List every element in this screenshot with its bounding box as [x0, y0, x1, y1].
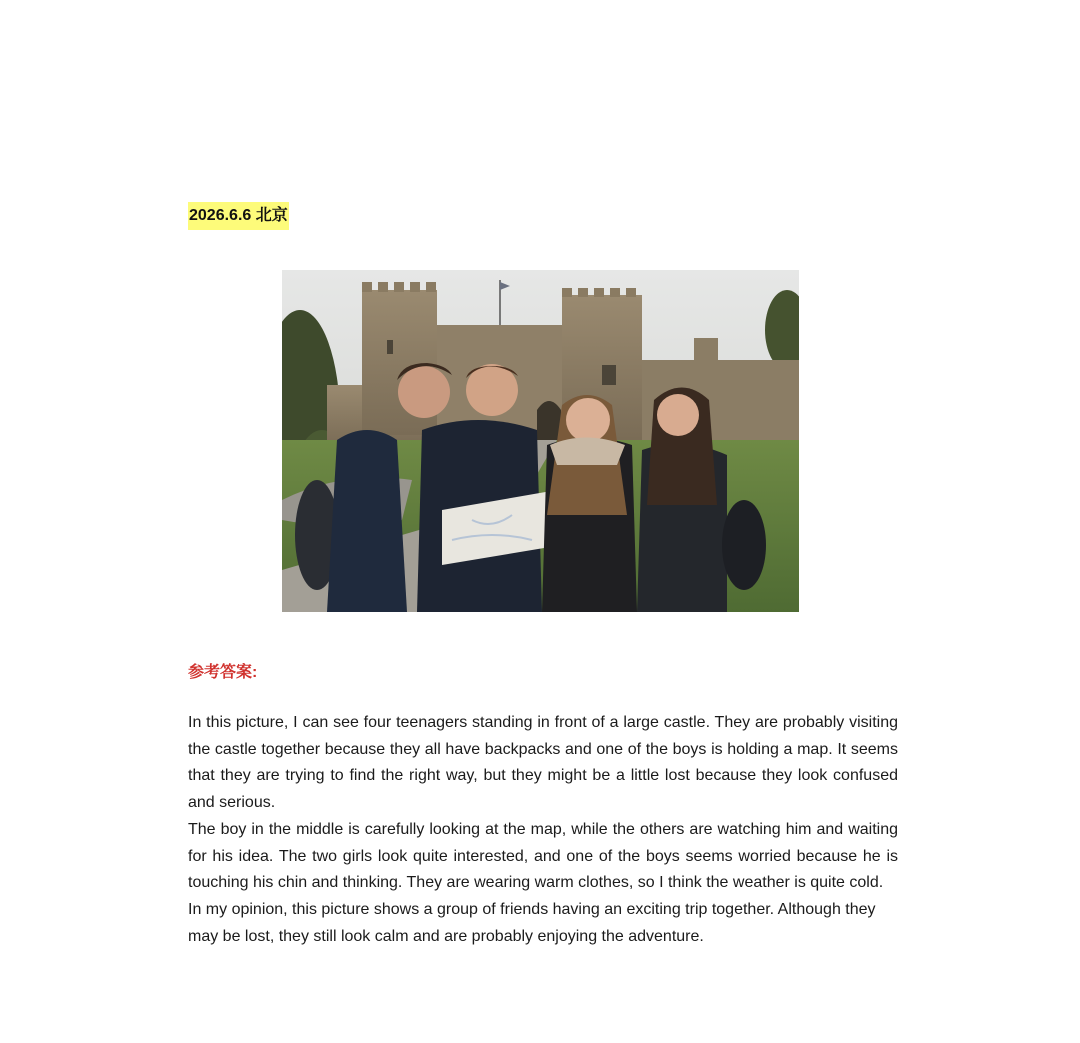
date-location-tag: 2026.6.6 北京 — [188, 202, 289, 230]
reference-answer-label: 参考答案: — [188, 664, 258, 681]
castle-teenagers-photo — [282, 270, 799, 612]
essay-paragraph-3: In my opinion, this picture shows a group of friends having an exciting trip together. Although they may be lost, they still look calm and are probably enjoying the adventure. — [188, 900, 876, 945]
essay-paragraph-1: In this picture, I can see four teenagers standing in front of a large castle. They are probably visiting the castle together because they all have backpacks and one of the boys is holding a map. It seems that they are trying to find the right way, but they might be a little lost because they look confused and serious. — [188, 714, 898, 812]
essay-paragraph-2: The boy in the middle is carefully looking at the map, while the others are watching him and waiting for his idea. The two girls look quite interested, and one of the boys seems worried because he is touching his chin and thinking. They are wearing warm clothes, so I think the weather is quite cold. — [188, 820, 898, 892]
model-essay — [188, 710, 898, 950]
